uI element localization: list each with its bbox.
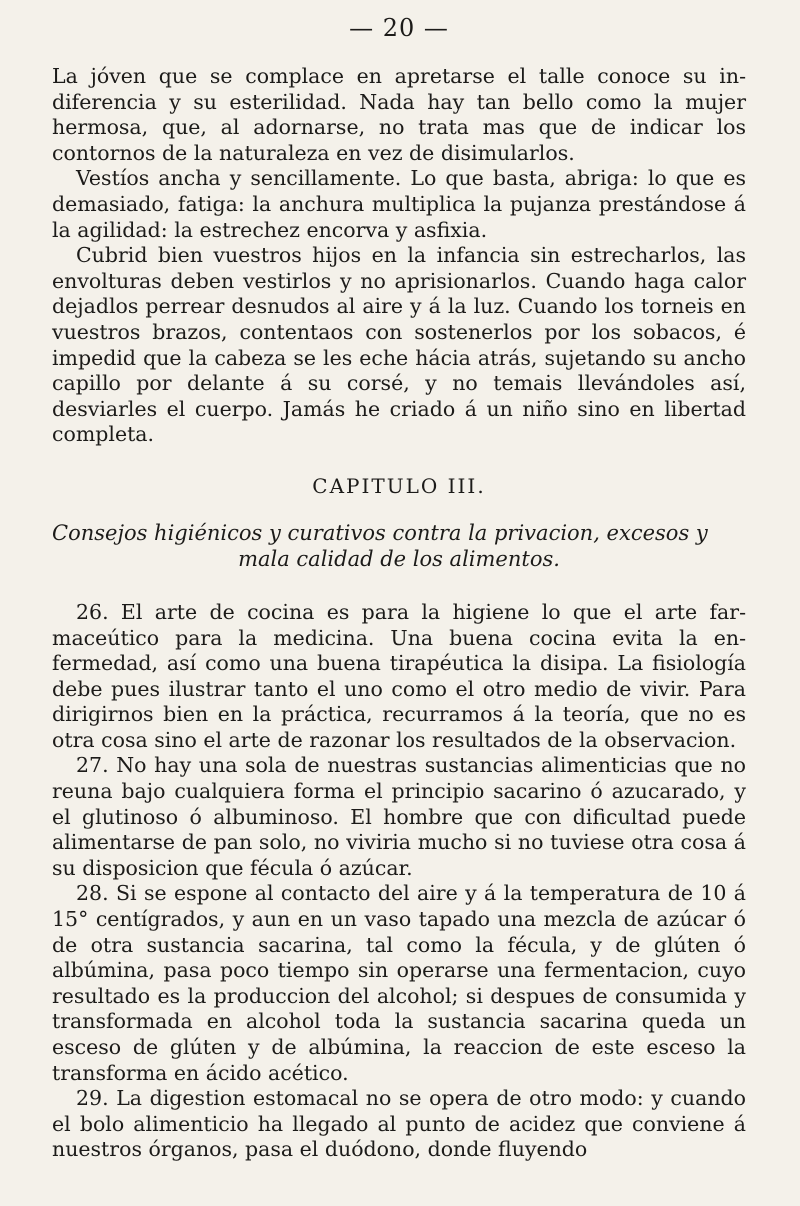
subtitle-line-1: Consejos higiénicos y curativos contra la privacion, excesos y [52,520,708,545]
paragraph-28: 28. Si se espone al contacto del aire y á la temperatura de 10 á 15° centígrados, y aun en un vaso tapado una mezcla de azúcar ó de otra sustancia sacarina, tal como la fécula, y de glúten ó albúmina, pasa poco tiempo sin operarse una fermentacion, cuyo resultado es la produccion del alcohol; si despues de consumida y transformada en alcohol toda la sustancia sacarina queda un esceso de glúten y de albúmina, la reaccion de este esceso la transforma en ácido acético. [52,881,746,1085]
subtitle-line-2: mala calidad de los alimentos. [238,546,560,571]
paragraph-children: Cubrid bien vuestros hijos en la infancia sin estrecharlos, las envolturas deben vestirlos y no aprisionarlos. Cuando haga calor dejadlos perrear desnudos al aire y á la luz. Cuando los torneis en vuestros brazos, contentaos con sostenerlos por los sobacos, é impedid que la cabeza se les eche hácia atrás, sujetando su ancho capillo por delante á su corsé, y no temais llevándoles así, desviarles el cuerpo. Jamás he criado á un niño sino en libertad completa. [52,243,746,447]
page-number: — 20 — [349,14,449,42]
chapter-subtitle [52,520,746,572]
chapter-heading: CAPITULO III. [312,473,486,498]
paragraph-dress: Vestíos ancha y sencillamente. Lo que basta, abriga: lo que es demasiado, fatiga: la anchura multiplica la pujanza prestándose á la agilidad: la estrechez encorva y asfixia. [52,166,746,242]
paragraph-corset: La jóven que se complace en apretarse el talle conoce su indiferencia y su esterilidad. Nada hay tan bello como la mujer hermosa, que, al adornarse, no trata mas que de indicar los contornos de la naturaleza en vez de disimularlos. [52,64,746,165]
paragraph-27: 27. No hay una sola de nuestras sustancias alimenticias que no reuna bajo cualquiera forma el principio sacarino ó azucarado, y el glutinoso ó albuminoso. El hombre que con dificultad puede alimentarse de pan solo, no viviria mucho si no tuviese otra cosa á su disposicion que fécula ó azúcar. [52,753,746,880]
paragraph-26: 26. El arte de cocina es para la higiene lo que el arte farmaceútico para la medicina. Una buena cocina evita la enfermedad, así como una buena tirapéutica la disipa. La fisiología debe pues ilustrar tanto el uno como el otro medio de vivir. Para dirigirnos bien en la práctica, recurramos á la teoría, que no es otra cosa sino el arte de razonar los resultados de la observacion. [52,599,746,752]
paragraph-29: 29. La digestion estomacal no se opera de otro modo: y cuando el bolo alimenticio ha llegado al punto de acidez que conviene á nuestros órganos, pasa el duódono, donde fluyendo [52,1086,746,1162]
